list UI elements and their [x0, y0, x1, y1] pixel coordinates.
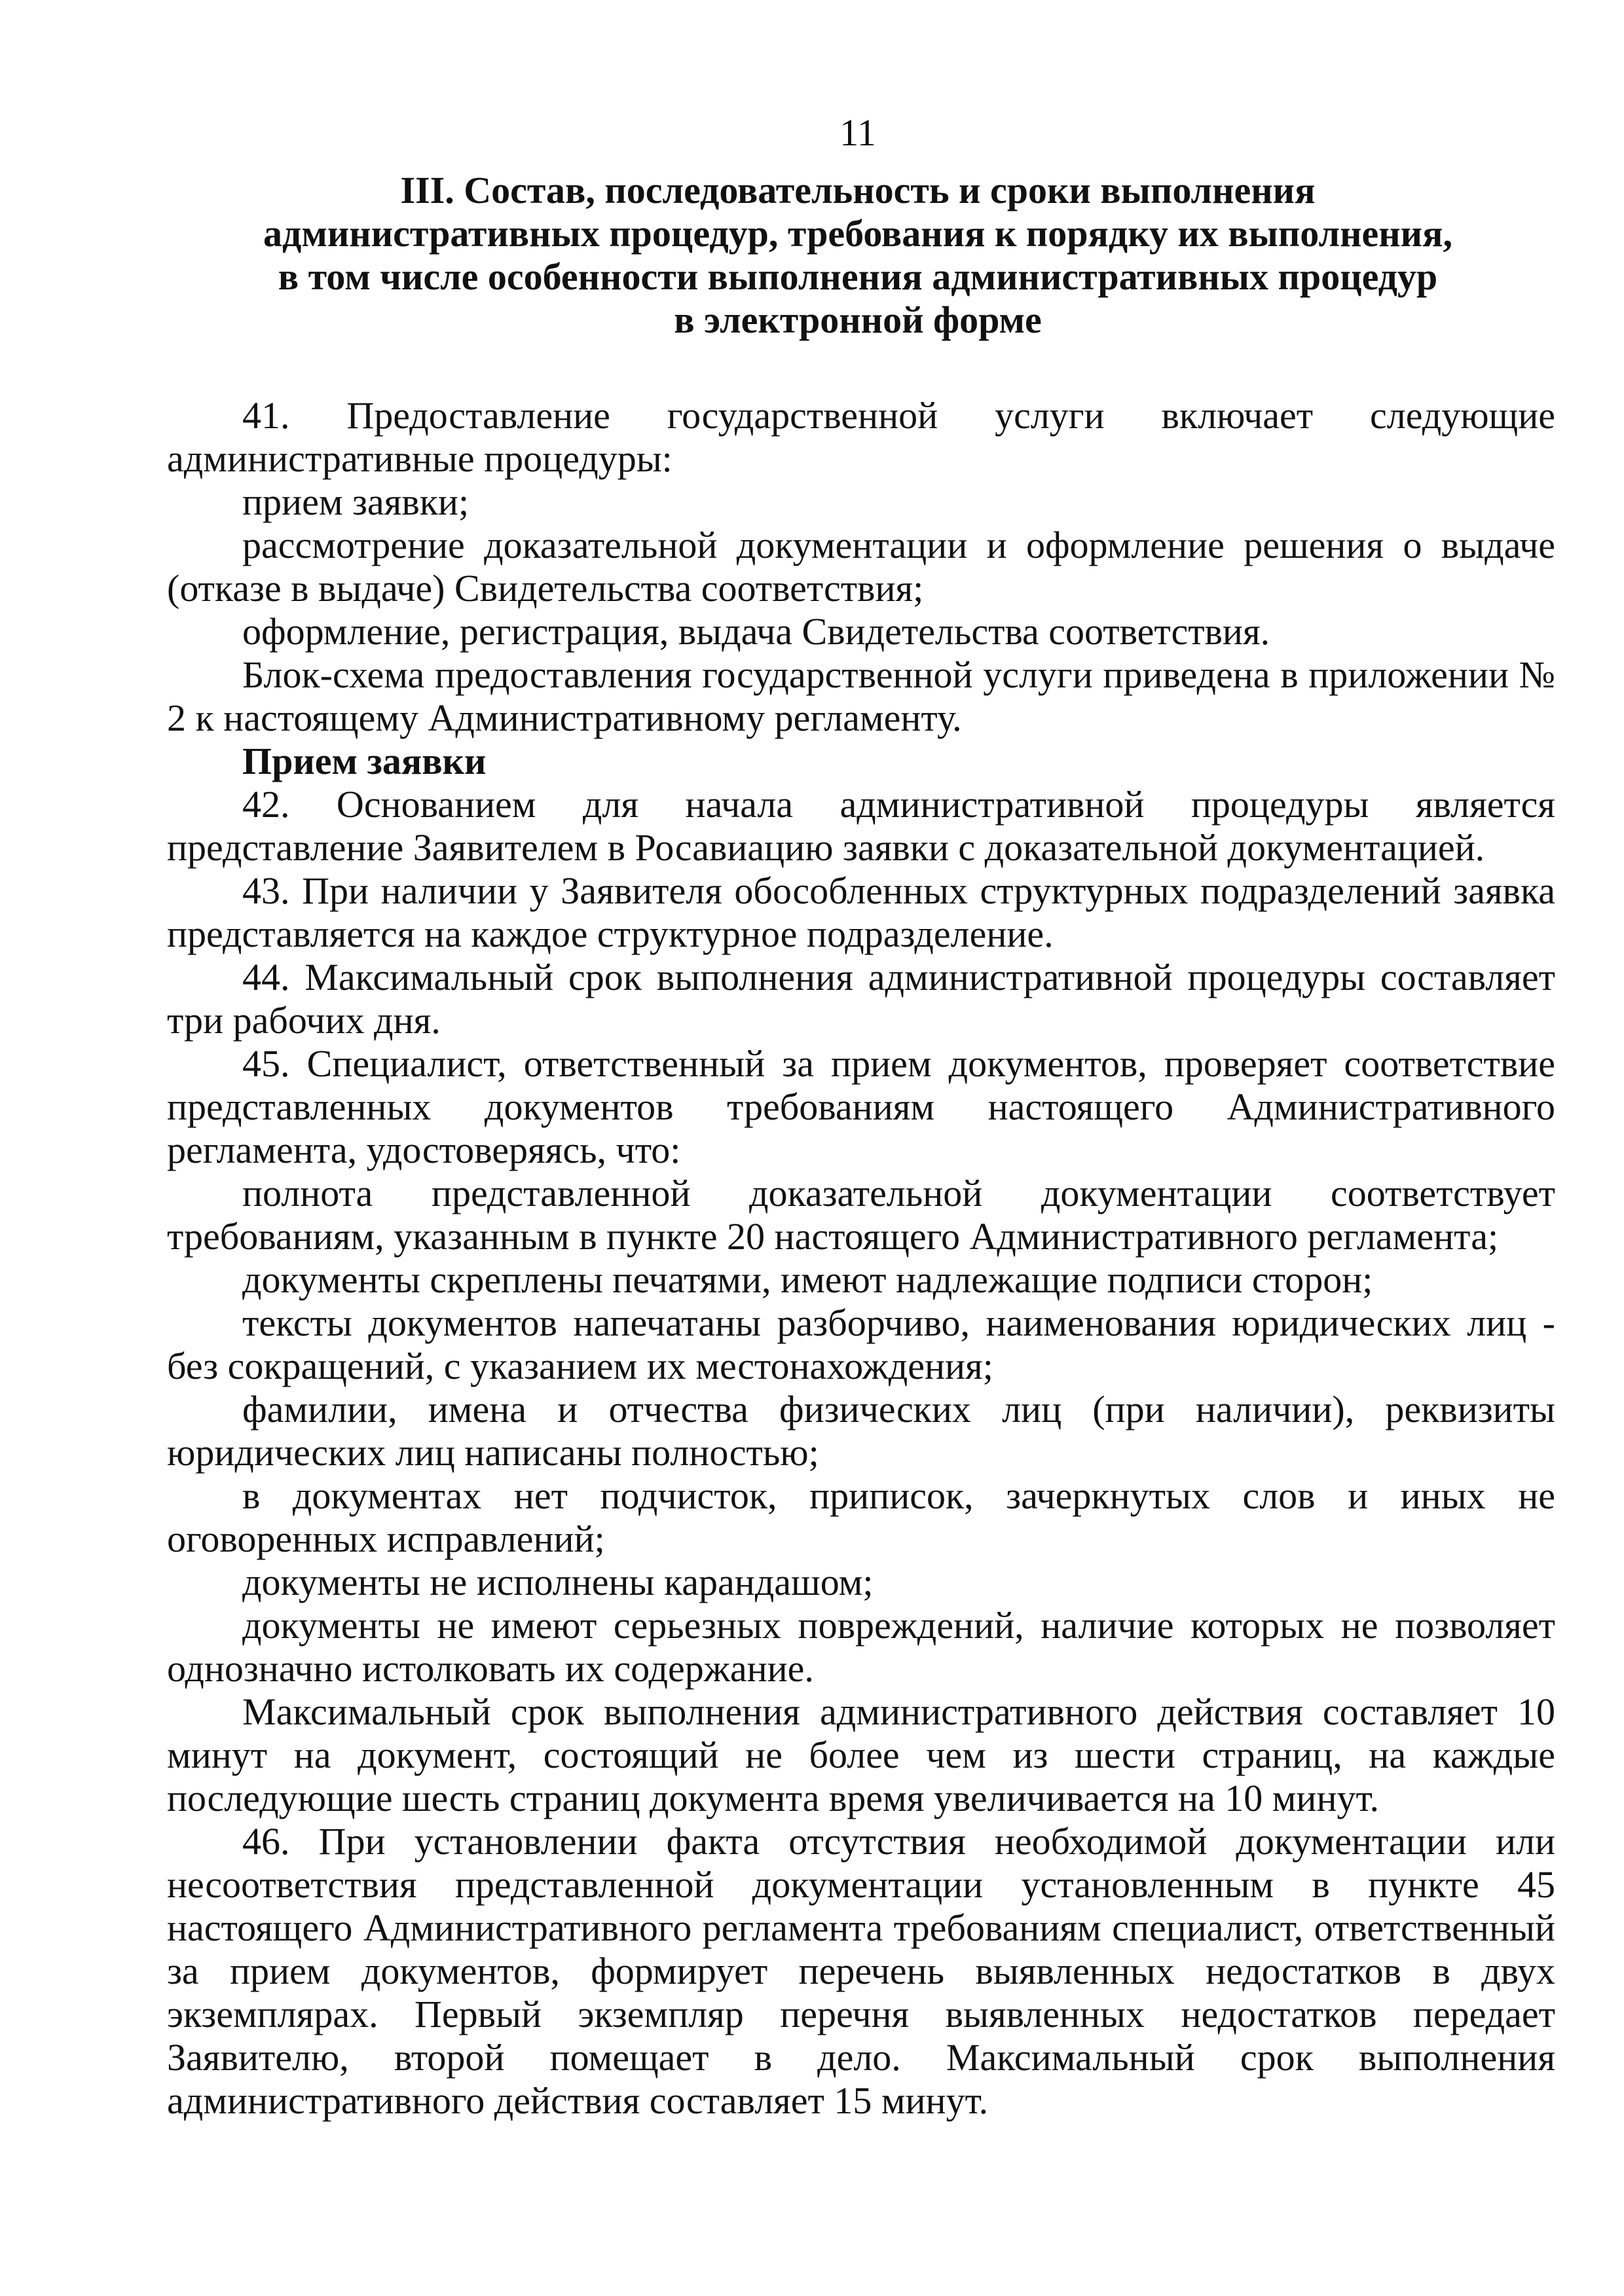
list-item: в документах нет подчисток, приписок, зачеркнутых слов и иных не оговоренных исправлений;: [167, 1474, 1555, 1560]
section-heading-line: административных процедур, требования к порядку их выполнения,: [263, 212, 1452, 255]
paragraph-43: 43. При наличии у Заявителя обособленных структурных подразделений заявка представляется на каждое структурное подразделение.: [167, 869, 1555, 955]
subheading-application-receipt: Прием заявки: [242, 740, 487, 782]
list-item: фамилии, имена и отчества физических лиц (при наличии), реквизиты юридических лиц написаны полностью;: [167, 1388, 1555, 1474]
paragraph-46: 46. При установлении факта отсутствия необходимой документации или несоответствия представленной документации установленным в пункте 45 настоящего Административного регламента требованиям специалист, ответственный за прием документов, формирует перечень выявленных недостатков в двух экземплярах. Первый экземпляр перечня выявленных недостатков передает Заявителю, второй помещает в дело. Максимальный срок выполнения административного действия составляет 15 минут.: [167, 1820, 1555, 2122]
paragraph-block-scheme: Блок-схема предоставления государственной услуги приведена в приложении № 2 к настоящему Административному регламенту.: [167, 653, 1555, 739]
paragraph-max-time: Максимальный срок выполнения административного действия составляет 10 минут на документ, состоящий не более чем из шести страниц, на каждые последующие шесть страниц документа время увеличивается на 10 минут.: [167, 1690, 1555, 1819]
list-item: оформление, регистрация, выдача Свидетельства соответствия.: [242, 610, 1270, 653]
paragraph-41: 41. Предоставление государственной услуги включает следующие административные процедуры:: [167, 394, 1555, 480]
document-body: [167, 394, 1555, 2123]
paragraph-45: 45. Специалист, ответственный за прием документов, проверяет соответствие представленных документов требованиям настоящего Административного регламента, удостоверяясь, что:: [167, 1042, 1555, 1171]
list-item: рассмотрение доказательной документации и оформление решения о выдаче (отказе в выдаче) Свидетельства соответствия;: [167, 524, 1555, 610]
paragraph-44: 44. Максимальный срок выполнения административной процедуры составляет три рабочих дня.: [167, 956, 1555, 1042]
list-item: документы скреплены печатями, имеют надлежащие подписи сторон;: [242, 1258, 1373, 1301]
list-item: тексты документов напечатаны разборчиво, наименования юридических лиц - без сокращений, с указанием их местонахождения;: [167, 1302, 1555, 1387]
list-item: прием заявки;: [242, 481, 470, 523]
list-item: документы не исполнены карандашом;: [242, 1561, 874, 1603]
list-item: полнота представленной доказательной документации соответствует требованиям, указанным в пункте 20 настоящего Административного регламента;: [167, 1172, 1555, 1258]
list-item: документы не имеют серьезных повреждений, наличие которых не позволяет однозначно истолковать их содержание.: [167, 1604, 1555, 1690]
paragraph-42: 42. Основанием для начала административной процедуры является представление Заявителем в Росавиацию заявки с доказательной документацией.: [167, 783, 1555, 869]
page-number: 11: [840, 111, 876, 154]
section-heading-line: в том числе особенности выполнения административных процедур: [278, 255, 1438, 298]
section-heading: [164, 169, 1552, 342]
section-heading-line: III. Состав, последовательность и сроки выполнения: [400, 169, 1316, 211]
section-heading-line: в электронной форме: [674, 299, 1042, 341]
